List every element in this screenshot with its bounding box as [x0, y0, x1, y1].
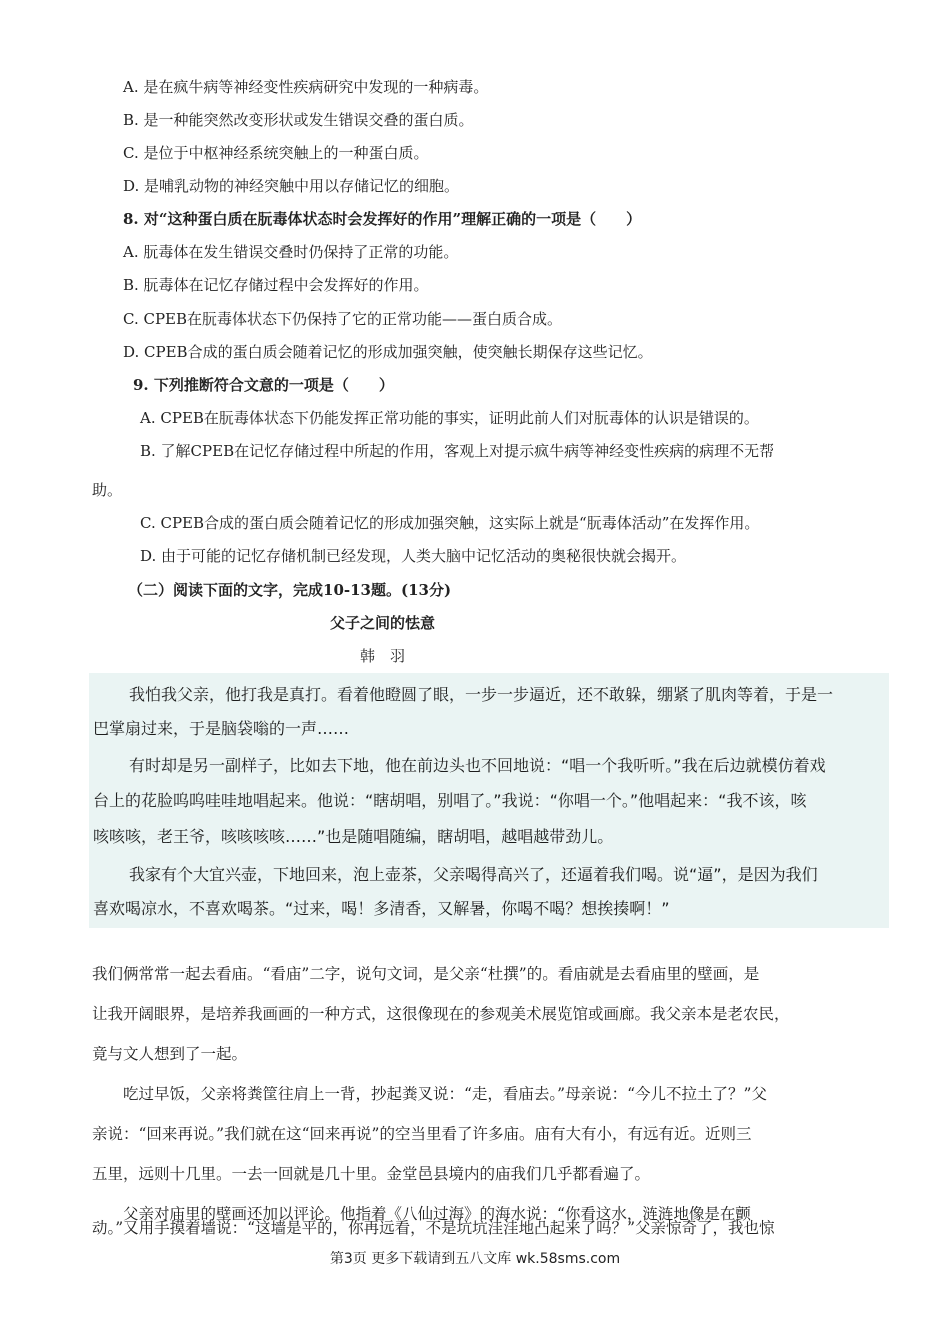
- excerpt-line: 我家有个大宜兴壶，下地回来，泡上壶茶，父亲喝得高兴了，还逼着我们喝。说“逼”，是因为我们: [129, 865, 818, 884]
- article-title: 父子之间的怯意: [330, 614, 436, 632]
- excerpt-line: 巴掌扇过来，于是脑袋嗡的一声……: [93, 719, 350, 738]
- q9-stem: 9. 下列推断符合文意的一项是（ ）: [133, 376, 394, 394]
- q9-option-d: D. 由于可能的记忆存储机制已经发现，人类大脑中记忆活动的奥秘很快就会揭开。: [140, 547, 687, 565]
- section-heading: （二）阅读下面的文字，完成10-13题。(13分): [128, 581, 452, 599]
- body-line: 亲说：“回来再说。”我们就在这“回来再说”的空当里看了许多庙。庙有大有小，有远有近。近则三: [92, 1125, 752, 1143]
- q8-option-b: B. 朊毒体在记忆存储过程中会发挥好的作用。: [123, 276, 429, 294]
- q9-option-c: C. CPEB合成的蛋白质会随着记忆的形成加强突触，这实际上就是“朊毒体活动”在发挥作用。: [140, 514, 760, 532]
- q9-option-b-line2: 助。: [92, 481, 123, 499]
- excerpt-line: 喜欢喝凉水，不喜欢喝茶。“过来，喝！多清香，又解暑，你喝不喝？想挨揍啊！”: [93, 899, 670, 918]
- q7-option-c: C. 是位于中枢神经系统突触上的一种蛋白质。: [123, 144, 429, 162]
- q9-option-a: A. CPEB在朊毒体状态下仍能发挥正常功能的事实，证明此前人们对朊毒体的认识是错误的。: [140, 409, 759, 427]
- excerpt-line: 台上的花脸呜呜哇哇地唱起来。他说：“瞎胡唱，别唱了。”我说：“你唱一个。”他唱起来：“我不该，咳: [93, 791, 807, 810]
- highlighted-excerpt: [89, 673, 889, 928]
- body-line: 父亲对庙里的壁画还加以评论。他指着《八仙过海》的海水说：“你看这水，涟涟地像是在颤: [123, 1205, 751, 1223]
- q9-option-b-line1: B. 了解CPEB在记忆存储过程中所起的作用，客观上对提示疯牛病等神经变性疾病的病理不无帮: [140, 442, 775, 460]
- body-line: 我们俩常常一起去看庙。“看庙”二字，说句文词，是父亲“杜撰”的。看庙就是去看庙里的壁画，是: [92, 965, 760, 983]
- q8-option-d: D. CPEB合成的蛋白质会随着记忆的形成加强突触，使突触长期保存这些记忆。: [123, 343, 653, 361]
- article-author: 韩 羽: [360, 647, 406, 665]
- q7-option-d: D. 是哺乳动物的神经突触中用以存储记忆的细胞。: [123, 177, 460, 195]
- excerpt-line: 咳咳咳，老王爷，咳咳咳咳……”也是随唱随编，瞎胡唱，越唱越带劲儿。: [93, 827, 614, 846]
- q7-option-b: B. 是一种能突然改变形状或发生错误交叠的蛋白质。: [123, 111, 474, 129]
- body-line: 吃过早饭，父亲将粪筐往肩上一背，抄起粪叉说：“走，看庙去。”母亲说：“今儿不拉土了？”父: [123, 1085, 767, 1103]
- body-line: 动。”又用手摸着墙说：“这墙是平的，你再远看，不是坑坑洼洼地凸起来了吗？”父亲惊奇了，我也惊: [92, 1219, 775, 1237]
- body-line: 竟与文人想到了一起。: [92, 1045, 248, 1063]
- page-footer: 第3页 更多下载请到五八文库 wk.58sms.com: [329, 1251, 621, 1267]
- q8-stem: 8. 对“这种蛋白质在朊毒体状态时会发挥好的作用”理解正确的一项是（ ）: [123, 210, 642, 228]
- body-line: 让我开阔眼界，是培养我画画的一种方式，这很像现在的参观美术展览馆或画廊。我父亲本是老农民，: [92, 1005, 790, 1023]
- q8-option-c: C. CPEB在朊毒体状态下仍保持了它的正常功能——蛋白质合成。: [123, 310, 563, 328]
- q7-option-a: A. 是在疯牛病等神经变性疾病研究中发现的一种病毒。: [123, 78, 489, 96]
- body-line: 五里，远则十几里。一去一回就是几十里。金堂邑县境内的庙我们几乎都看遍了。: [92, 1165, 651, 1183]
- q8-option-a: A. 朊毒体在发生错误交叠时仍保持了正常的功能。: [123, 243, 459, 261]
- excerpt-line: 我怕我父亲，他打我是真打。看着他瞪圆了眼，一步一步逼近，还不敢躲，绷紧了肌肉等着，于是一: [129, 685, 834, 704]
- excerpt-line: 有时却是另一副样子，比如去下地，他在前边头也不回地说：“唱一个我听听。”我在后边就模仿着戏: [129, 756, 826, 775]
